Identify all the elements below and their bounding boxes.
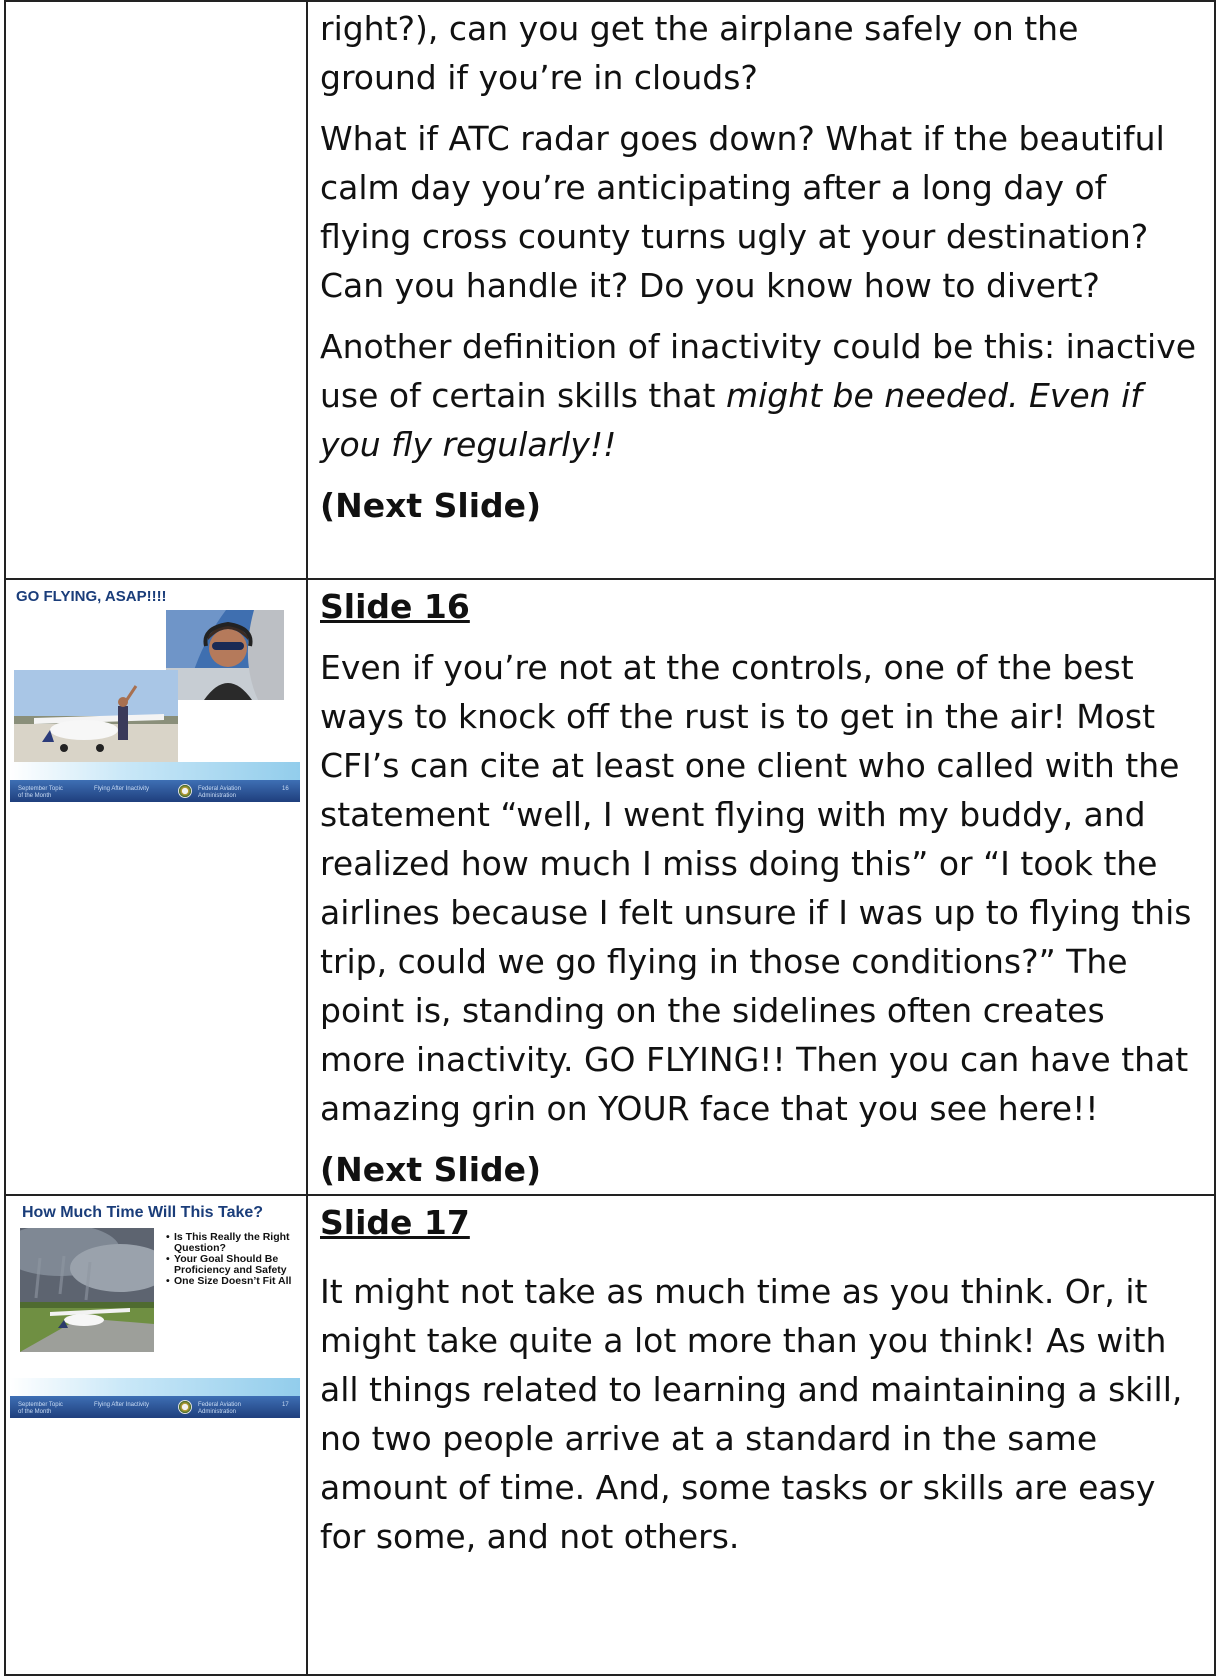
- slide-bullet: • Your Goal Should Be Proficiency and Safety: [166, 1254, 300, 1276]
- slide-bullet-list: [156, 1232, 300, 1287]
- footer-title: Flying After Inactivity: [94, 786, 150, 792]
- faa-seal-icon: [178, 1400, 192, 1414]
- notes-paragraph: [320, 322, 1200, 469]
- slide-bullet: • One Size Doesn’t Fit All: [166, 1276, 300, 1287]
- slide-swoosh: [10, 1378, 300, 1396]
- next-slide-label: (Next Slide): [320, 1150, 542, 1189]
- slide-footer: [10, 780, 300, 802]
- notes-row-16: [5, 579, 1215, 1195]
- slide-bullet: • Is This Really the Right Question?: [166, 1232, 300, 1254]
- notes-row-15: [5, 1, 1215, 579]
- slide-heading: Slide 17: [320, 1203, 470, 1242]
- footer-page-number: 17: [282, 1402, 289, 1408]
- notes-cell: [307, 1, 1215, 579]
- footer-agency: Federal Aviation Administration: [198, 1402, 241, 1415]
- thumbnail-cell-empty: [5, 1, 307, 579]
- slide-thumbnail-title: How Much Time Will This Take?: [22, 1204, 264, 1221]
- notes-cell: [307, 579, 1215, 1195]
- footer-agency: Federal Aviation Administration: [198, 786, 241, 799]
- next-slide-label: (Next Slide): [320, 486, 542, 525]
- thumbnail-cell: [5, 579, 307, 1195]
- airplane-photo: [14, 670, 178, 762]
- notes-paragraph: It might not take as much time as you think. Or, it might take quite a lot more than you think! As with all things related to learning and maintaining a skill, no two people arrive at a standard in the same amount of time. And, some tasks or skills are easy for some, and not others.: [320, 1272, 1183, 1556]
- speaker-notes-table: [4, 0, 1216, 1676]
- slide-heading: Slide 16: [320, 587, 470, 626]
- pilot-photo: [166, 610, 284, 700]
- notes-row-17: [5, 1195, 1215, 1675]
- faa-seal-icon: [178, 784, 192, 798]
- footer-topic: September Topic of the Month: [18, 1402, 63, 1415]
- footer-page-number: 16: [282, 786, 289, 792]
- footer-topic: September Topic of the Month: [18, 786, 63, 799]
- notes-text: Another definition of inactivity could be this: inactive use of certain skills that: [320, 327, 1197, 415]
- slide-footer: [10, 1396, 300, 1418]
- notes-paragraph: Even if you’re not at the controls, one of the best ways to knock off the rust is to get in the air! Most CFI’s can cite at least one client who called with the statement “well, I went flying with my buddy, and realized how much I miss doing this” or “I took the airlines because I felt unsure if I was up to flying this trip, could we go flying in those conditions?” The point is, standing on the sidelines often creates more inactivity. GO FLYING!! Then you can have that amazing grin on YOUR face that you see here!!: [320, 648, 1192, 1128]
- storm-airplane-photo: [20, 1228, 154, 1352]
- slide-17-thumbnail: [10, 1200, 300, 1418]
- footer-title: Flying After Inactivity: [94, 1402, 150, 1408]
- thumbnail-cell: [5, 1195, 307, 1675]
- slide-thumbnail-title: GO FLYING, ASAP!!!!: [16, 588, 167, 605]
- notes-paragraph: right?), can you get the airplane safely on the ground if you’re in clouds?: [320, 9, 1079, 97]
- slide-16-thumbnail: [10, 584, 300, 802]
- notes-paragraph: What if ATC radar goes down? What if the beautiful calm day you’re anticipating after a long day of flying cross county turns ugly at your destination? Can you handle it? Do you know how to divert?: [320, 119, 1165, 305]
- notes-cell: [307, 1195, 1215, 1675]
- slide-swoosh: [10, 762, 300, 780]
- notes-emphasis: might be needed. Even if you fly regularly!!: [320, 376, 1142, 464]
